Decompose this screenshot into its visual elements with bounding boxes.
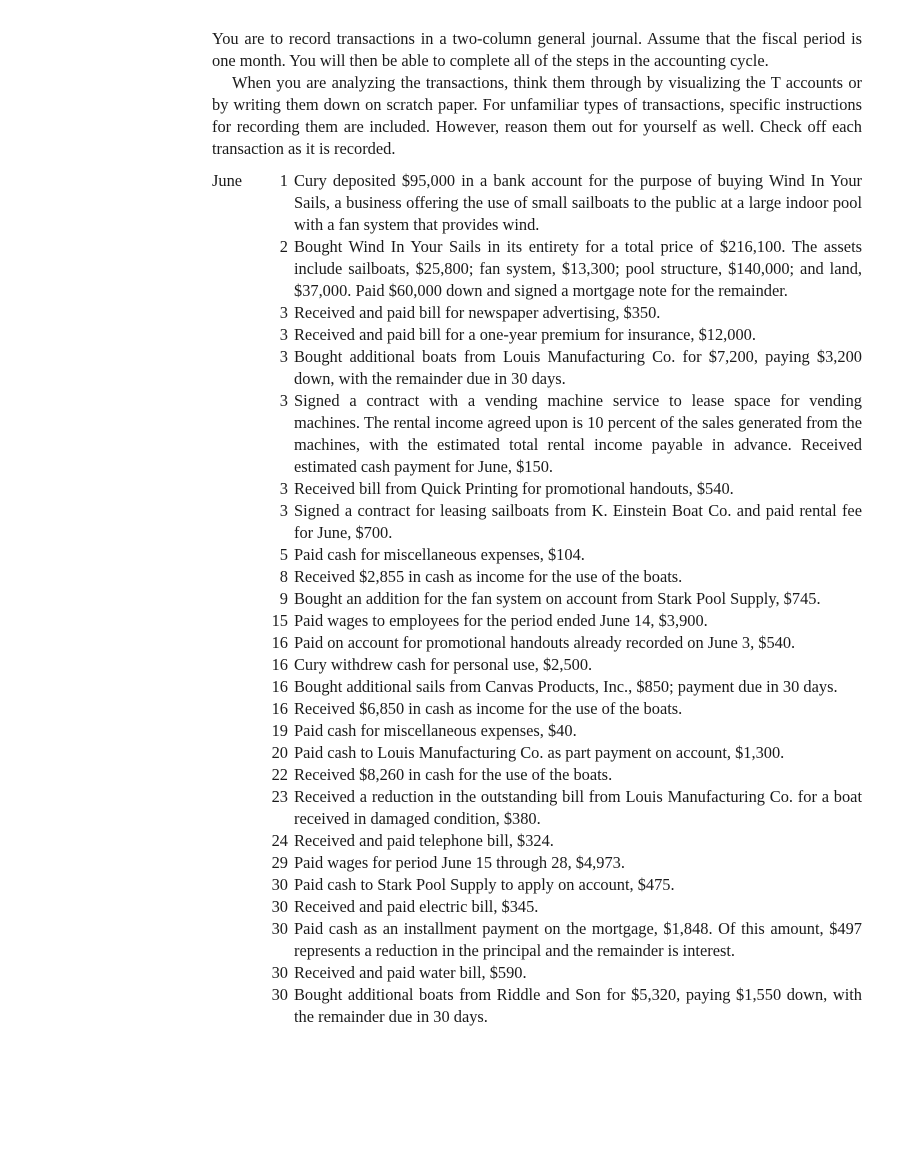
intro-paragraph-2: When you are analyzing the transactions, think them through by visualizing the T accounts or by writing them down on scratch paper. For unfamiliar types of transactions, specific instructions for recording them are included. However, reason them out for yourself as well. Check off each transaction as it is recorded. (212, 73, 862, 158)
transaction-text: Paid cash to Stark Pool Supply to apply on account, $475. (294, 875, 675, 894)
transaction-day: 16 (271, 699, 288, 718)
transaction-row (212, 896, 862, 918)
transaction-day: 3 (279, 325, 288, 344)
transaction-row (212, 874, 862, 896)
transaction-text: Cury withdrew cash for personal use, $2,500. (294, 655, 593, 674)
transaction-text: Signed a contract for leasing sailboats from K. Einstein Boat Co. and paid rental fee for June, $700. (294, 501, 862, 542)
transaction-row (212, 918, 862, 962)
transaction-row (212, 764, 862, 786)
transaction-text: Bought an addition for the fan system on account from Stark Pool Supply, $745. (294, 589, 821, 608)
transaction-day: 22 (271, 765, 288, 784)
transaction-day: 3 (279, 303, 288, 322)
document-page (212, 28, 862, 1028)
transaction-day: 30 (271, 963, 288, 982)
transaction-text: Paid wages for period June 15 through 28, $4,973. (294, 853, 625, 872)
transaction-row (212, 478, 862, 500)
transaction-text: Bought additional boats from Louis Manufacturing Co. for $7,200, paying $3,200 down, with the remainder due in 30 days. (294, 347, 862, 388)
transaction-day: 30 (271, 919, 288, 938)
transaction-row (212, 786, 862, 830)
transaction-row (212, 830, 862, 852)
transaction-month: June (212, 171, 243, 190)
transaction-day: 3 (279, 391, 288, 410)
transaction-row (212, 544, 862, 566)
transaction-day: 16 (271, 677, 288, 696)
transaction-row (212, 984, 862, 1028)
transaction-text: Bought additional boats from Riddle and Son for $5,320, paying $1,550 down, with the remainder due in 30 days. (294, 985, 862, 1026)
transaction-text: Bought additional sails from Canvas Products, Inc., $850; payment due in 30 days. (294, 677, 838, 696)
transaction-row (212, 302, 862, 324)
transaction-row (212, 742, 862, 764)
transaction-day: 2 (279, 237, 288, 256)
transaction-day: 1 (279, 171, 288, 190)
transaction-text: Received and paid bill for a one-year premium for insurance, $12,000. (294, 325, 756, 344)
transaction-row (212, 588, 862, 610)
transaction-text: Cury deposited $95,000 in a bank account for the purpose of buying Wind In Your Sails, a business offering the use of small sailboats to the public at a large indoor pool with a fan system that provides wind. (294, 171, 862, 234)
transaction-text: Received $6,850 in cash as income for the use of the boats. (294, 699, 683, 718)
transaction-row (212, 566, 862, 588)
transaction-day: 30 (271, 897, 288, 916)
transaction-row (212, 654, 862, 676)
transaction-day: 3 (279, 347, 288, 366)
transaction-text: Received $2,855 in cash as income for the use of the boats. (294, 567, 683, 586)
transaction-text: Paid cash for miscellaneous expenses, $104. (294, 545, 585, 564)
transaction-row (212, 720, 862, 742)
transaction-day: 29 (271, 853, 288, 872)
transaction-row (212, 962, 862, 984)
transaction-text: Received and paid water bill, $590. (294, 963, 527, 982)
transaction-list (212, 170, 862, 1028)
transaction-row (212, 170, 862, 236)
transaction-day: 16 (271, 633, 288, 652)
transaction-row (212, 324, 862, 346)
transaction-text: Received and paid telephone bill, $324. (294, 831, 554, 850)
transaction-row (212, 610, 862, 632)
transaction-row (212, 852, 862, 874)
transaction-text: Paid cash to Louis Manufacturing Co. as part payment on account, $1,300. (294, 743, 785, 762)
transaction-row (212, 676, 862, 698)
transaction-day: 30 (271, 985, 288, 1004)
transaction-text: Bought Wind In Your Sails in its entirety for a total price of $216,100. The assets include sailboats, $25,800; fan system, $13,300; pool structure, $140,000; and land, $37,000. Paid $60,000 down and signed a mortgage note for the remainder. (294, 237, 862, 300)
transaction-row (212, 346, 862, 390)
transaction-text: Received $8,260 in cash for the use of the boats. (294, 765, 613, 784)
transaction-row (212, 236, 862, 302)
transaction-row (212, 500, 862, 544)
transaction-text: Received and paid electric bill, $345. (294, 897, 539, 916)
transaction-day: 16 (271, 655, 288, 674)
transaction-text: Paid cash as an installment payment on the mortgage, $1,848. Of this amount, $497 represents a reduction in the principal and the remainder is interest. (294, 919, 862, 960)
transaction-text: Paid on account for promotional handouts already recorded on June 3, $540. (294, 633, 796, 652)
transaction-text: Paid cash for miscellaneous expenses, $40. (294, 721, 577, 740)
transaction-row (212, 632, 862, 654)
transaction-row (212, 698, 862, 720)
transaction-row (212, 390, 862, 478)
transaction-day: 8 (279, 567, 288, 586)
transaction-day: 24 (271, 831, 288, 850)
transaction-text: Paid wages to employees for the period ended June 14, $3,900. (294, 611, 708, 630)
transaction-day: 23 (271, 787, 288, 806)
transaction-text: Received and paid bill for newspaper advertising, $350. (294, 303, 661, 322)
transaction-day: 15 (271, 611, 288, 630)
transaction-day: 3 (279, 479, 288, 498)
transaction-text: Signed a contract with a vending machine service to lease space for vending machines. The rental income agreed upon is 10 percent of the sales generated from the machines, with the estimated total rental income payable in advance. Received estimated cash payment for June, $150. (294, 391, 862, 476)
transaction-day: 20 (271, 743, 288, 762)
transaction-day: 5 (279, 545, 288, 564)
transaction-day: 3 (279, 501, 288, 520)
transaction-day: 19 (271, 721, 288, 740)
transaction-day: 9 (279, 589, 288, 608)
transaction-text: Received bill from Quick Printing for promotional handouts, $540. (294, 479, 734, 498)
intro-paragraph-1: You are to record transactions in a two-column general journal. Assume that the fiscal period is one month. You will then be able to complete all of the steps in the accounting cycle. (212, 29, 862, 70)
transaction-day: 30 (271, 875, 288, 894)
transaction-text: Received a reduction in the outstanding bill from Louis Manufacturing Co. for a boat received in damaged condition, $380. (294, 787, 862, 828)
